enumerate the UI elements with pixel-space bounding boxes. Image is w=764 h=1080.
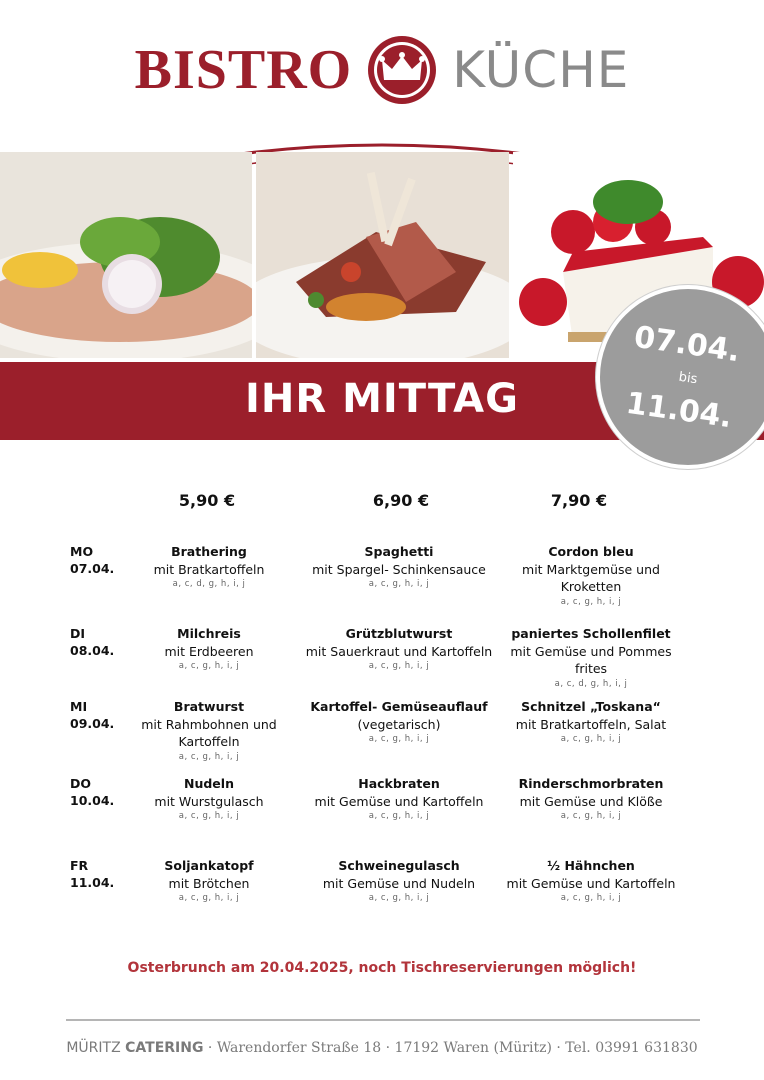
dish-cell <box>112 625 306 672</box>
date-range-badge <box>596 285 764 469</box>
brand-bistro: BISTRO <box>134 39 353 101</box>
dish-allergens: a, c, g, h, i, j <box>178 751 240 762</box>
footer-brand <box>66 1040 203 1056</box>
dish-description: mit Bratkartoffeln <box>153 561 265 577</box>
dish-description: mit Spargel- Schinkensauce <box>312 561 486 577</box>
dish-allergens: a, c, g, h, i, j <box>368 893 430 903</box>
dish-name: Hackbraten <box>358 776 440 791</box>
dish-name: Grützblutwurst <box>345 626 453 641</box>
dish-cell <box>134 698 284 763</box>
price-column-2: 6,90 € <box>372 491 430 510</box>
footer-brand-b: CATERING <box>125 1040 204 1056</box>
dish-cell <box>494 775 688 822</box>
dish-allergens: a, c, g, h, i, j <box>368 811 430 821</box>
dish-cell <box>494 625 688 690</box>
dish-name: Schnitzel „Toskana“ <box>521 699 661 714</box>
date-separator: bis <box>677 369 699 388</box>
dish-cell <box>112 857 306 904</box>
dish-allergens: a, c, g, h, i, j <box>560 893 622 903</box>
dish-name: Cordon bleu <box>548 544 634 559</box>
dish-allergens: a, c, g, h, i, j <box>178 661 240 671</box>
day-date: 07.04. <box>70 561 115 576</box>
dish-description: mit Erdbeeren <box>164 643 254 659</box>
dish-description: mit Marktgemüse und Kroketten <box>522 561 660 594</box>
crown-logo-icon <box>366 34 438 106</box>
dish-name: Milchreis <box>177 626 241 641</box>
dish-description: (vegetarisch) <box>357 716 441 732</box>
brand-kueche: KÜCHE <box>452 41 630 99</box>
date-from: 07.04. <box>631 319 743 370</box>
day-label <box>70 857 114 891</box>
dish-allergens: a, c, g, h, i, j <box>178 893 240 903</box>
dish-cell <box>112 775 306 822</box>
dish-description: mit Gemüse und Kartoffeln <box>314 793 484 809</box>
dish-description: mit Gemüse und Klöße <box>519 793 663 809</box>
dish-description: mit Brötchen <box>168 875 250 891</box>
dish-name: paniertes Schollenfilet <box>511 626 671 641</box>
dish-cell <box>304 857 494 904</box>
dish-cell <box>112 543 306 590</box>
dish-name: Rinderschmorbraten <box>518 776 664 791</box>
dish-allergens: a, c, d, g, h, i, j <box>554 678 628 689</box>
day-label <box>70 625 114 659</box>
photo-carpaccio <box>0 152 252 358</box>
dish-name: Brathering <box>171 544 247 559</box>
dish-name: Schweinegulasch <box>338 858 460 873</box>
dish-description: mit Sauerkraut und Kartoffeln <box>305 643 493 659</box>
day-name: DI <box>70 626 86 641</box>
dish-name: Soljankatopf <box>164 858 254 873</box>
dish-name: ½ Hähnchen <box>547 858 635 873</box>
dish-cell <box>511 543 671 608</box>
dish-name: Kartoffel- Gemüseauflauf <box>310 699 488 714</box>
day-name: DO <box>70 776 92 791</box>
dish-allergens: a, c, g, h, i, j <box>368 661 430 671</box>
dish-cell <box>304 543 494 590</box>
dish-allergens: a, c, d, g, h, i, j <box>172 579 246 589</box>
photo-lamb <box>256 152 509 358</box>
banner-title: IHR MITTAG <box>245 376 519 422</box>
dish-name: Spaghetti <box>364 544 434 559</box>
dish-name: Bratwurst <box>173 699 245 714</box>
dish-allergens: a, c, g, h, i, j <box>560 811 622 821</box>
dish-description: mit Wurstgulasch <box>154 793 264 809</box>
day-name: MI <box>70 699 88 714</box>
dish-description: mit Rahmbohnen und Kartoffeln <box>141 716 277 749</box>
dish-allergens: a, c, g, h, i, j <box>560 596 622 607</box>
footer <box>0 1040 764 1056</box>
day-name: FR <box>70 858 89 873</box>
dish-allergens: a, c, g, h, i, j <box>560 734 622 744</box>
day-label <box>70 543 114 577</box>
day-date: 11.04. <box>70 875 115 890</box>
date-to: 11.04. <box>623 385 735 436</box>
dish-allergens: a, c, g, h, i, j <box>368 579 430 589</box>
dish-cell <box>494 857 688 904</box>
dish-cell <box>304 775 494 822</box>
dish-description: mit Gemüse und Kartoffeln <box>506 875 676 891</box>
dish-allergens: a, c, g, h, i, j <box>178 811 240 821</box>
dish-cell <box>494 698 688 745</box>
easter-brunch-note: Osterbrunch am 20.04.2025, noch Tischreservierungen möglich! <box>127 960 637 976</box>
day-date: 09.04. <box>70 716 115 731</box>
dish-cell <box>304 625 494 672</box>
day-label <box>70 698 114 732</box>
day-date: 10.04. <box>70 793 115 808</box>
dish-cell <box>304 698 494 745</box>
dish-name: Nudeln <box>184 776 234 791</box>
dish-allergens: a, c, g, h, i, j <box>368 734 430 744</box>
price-column-3: 7,90 € <box>550 491 608 510</box>
price-column-1: 5,90 € <box>178 491 236 510</box>
logo <box>0 30 764 110</box>
day-date: 08.04. <box>70 643 115 658</box>
dish-description: mit Bratkartoffeln, Salat <box>515 716 667 732</box>
footer-brand-a: MÜRITZ <box>66 1040 121 1056</box>
dish-description: mit Gemüse und Pommes frites <box>510 643 672 676</box>
day-label <box>70 775 114 809</box>
day-name: MO <box>70 544 94 559</box>
footer-address: · Warendorfer Straße 18 · 17192 Waren (Müritz) · Tel. 03991 631830 <box>207 1040 698 1056</box>
dish-description: mit Gemüse und Nudeln <box>322 875 476 891</box>
footer-divider <box>66 1019 700 1021</box>
